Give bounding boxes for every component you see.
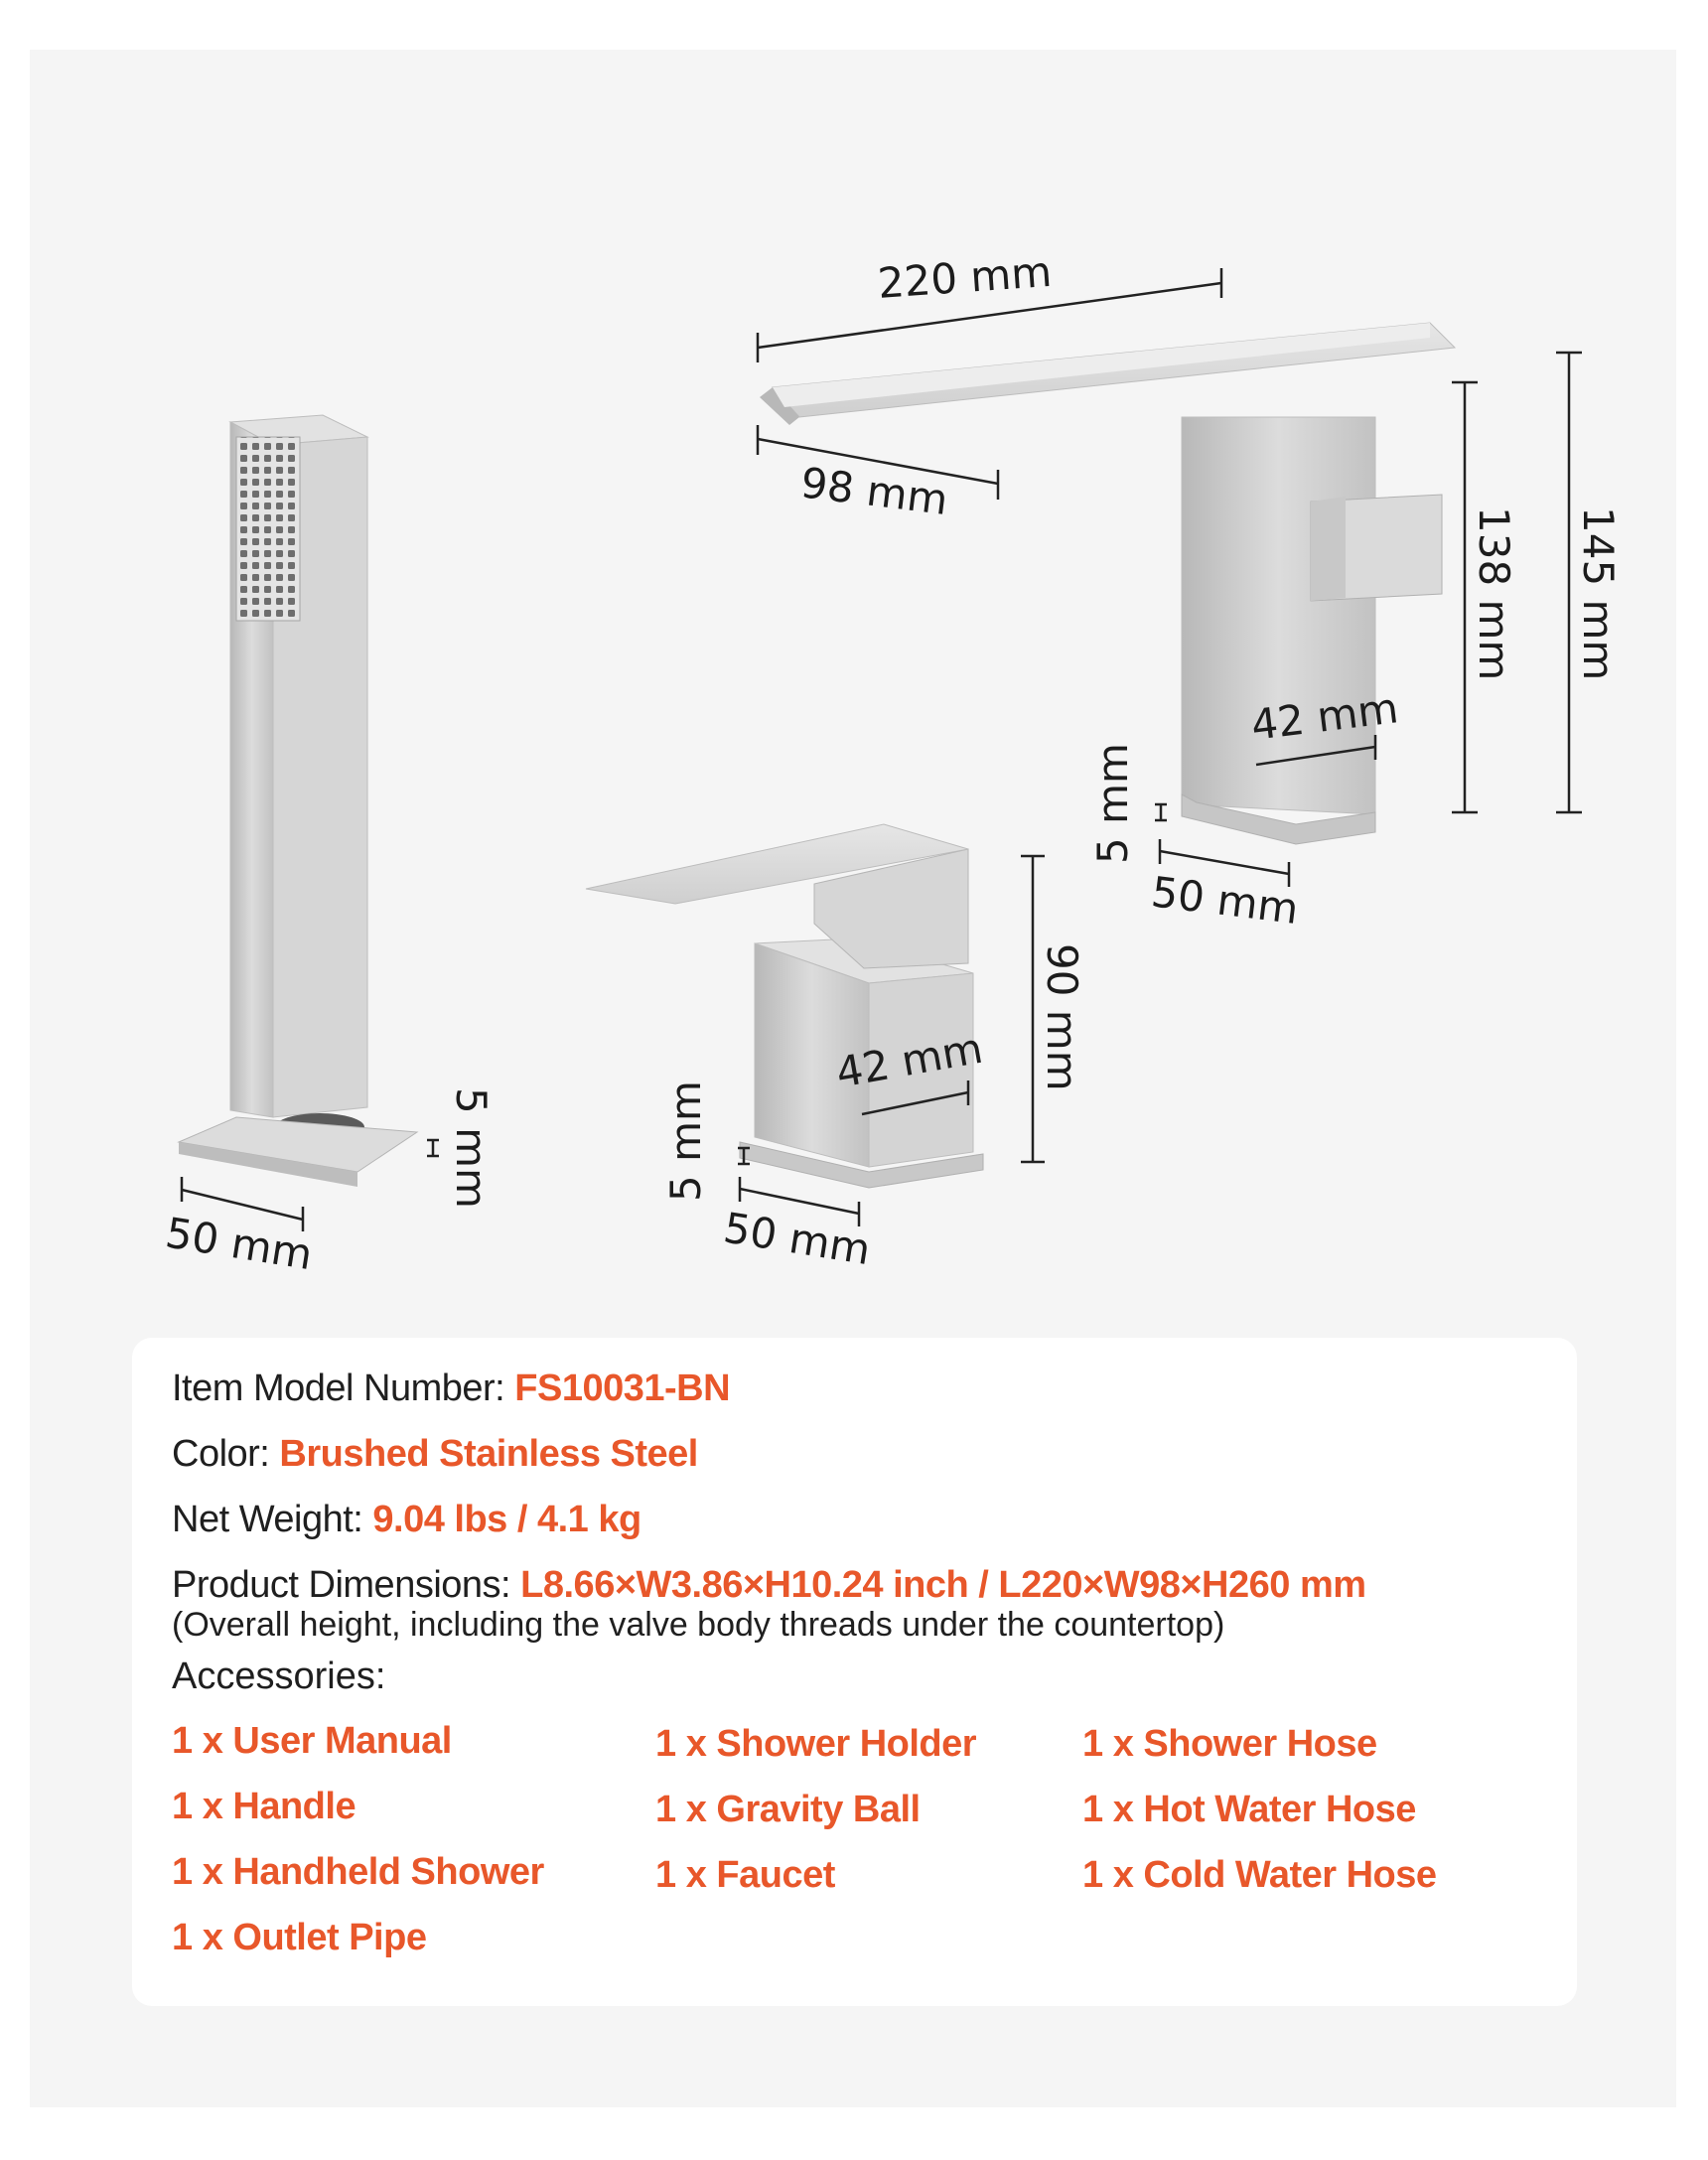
dim-faucet-height-inner: 138 mm xyxy=(1470,506,1518,681)
dim-spout-length: 220 mm xyxy=(876,246,1054,308)
spec-model xyxy=(172,1368,730,1410)
dim-faucet-body-width: 42 mm xyxy=(1248,683,1401,750)
dim-handle-body-width: 42 mm xyxy=(832,1023,987,1097)
accessories-title: Accessories: xyxy=(172,1656,386,1697)
spec-model-value: FS10031-BN xyxy=(514,1368,731,1409)
spec-dimensions-note: (Overall height, including the valve body threads under the countertop) xyxy=(172,1606,1225,1644)
handheld-shower-illustration xyxy=(179,415,417,1187)
dim-faucet-base-width: 50 mm xyxy=(1148,867,1302,935)
spec-color-value: Brushed Stainless Steel xyxy=(279,1433,698,1475)
spec-card xyxy=(132,1338,1577,2006)
handle-illustration xyxy=(586,824,983,1188)
accessory-item: 1 x Outlet Pipe xyxy=(172,1917,427,1958)
spec-dimensions-label: Product Dimensions: xyxy=(172,1564,521,1606)
spec-dimensions-value: L8.66×W3.86×H10.24 inch / L220×W98×H260 mm xyxy=(520,1564,1366,1606)
spec-weight-label: Net Weight: xyxy=(172,1499,373,1540)
spec-dimensions xyxy=(172,1564,1366,1607)
accessory-item: 1 x Faucet xyxy=(655,1854,835,1896)
dim-handle-base-width: 50 mm xyxy=(720,1203,874,1275)
accessory-item: 1 x Shower Hose xyxy=(1082,1723,1377,1765)
accessory-item: 1 x Shower Holder xyxy=(655,1723,977,1765)
dim-faucet-base-thickness: 5 mm xyxy=(1088,743,1137,864)
dim-handle-base-thickness: 5 mm xyxy=(661,1080,710,1202)
spec-color xyxy=(172,1433,698,1476)
spec-weight xyxy=(172,1499,641,1541)
accessory-item: 1 x Handheld Shower xyxy=(172,1851,544,1893)
spec-color-label: Color: xyxy=(172,1433,280,1475)
accessory-item: 1 x Handle xyxy=(172,1786,356,1827)
accessory-item: 1 x Gravity Ball xyxy=(655,1789,921,1830)
accessory-item: 1 x Hot Water Hose xyxy=(1082,1789,1416,1830)
dim-shower-base-width: 50 mm xyxy=(162,1208,316,1280)
accessory-item: 1 x Cold Water Hose xyxy=(1082,1854,1437,1896)
dim-handle-height: 90 mm xyxy=(1038,943,1086,1091)
spec-weight-value: 9.04 lbs / 4.1 kg xyxy=(372,1499,641,1540)
dim-shower-base-thickness: 5 mm xyxy=(447,1087,496,1209)
spec-model-label: Item Model Number: xyxy=(172,1368,515,1409)
dim-faucet-height-total: 145 mm xyxy=(1574,506,1623,681)
dim-spout-width: 98 mm xyxy=(797,458,951,525)
accessory-item: 1 x User Manual xyxy=(172,1720,452,1762)
